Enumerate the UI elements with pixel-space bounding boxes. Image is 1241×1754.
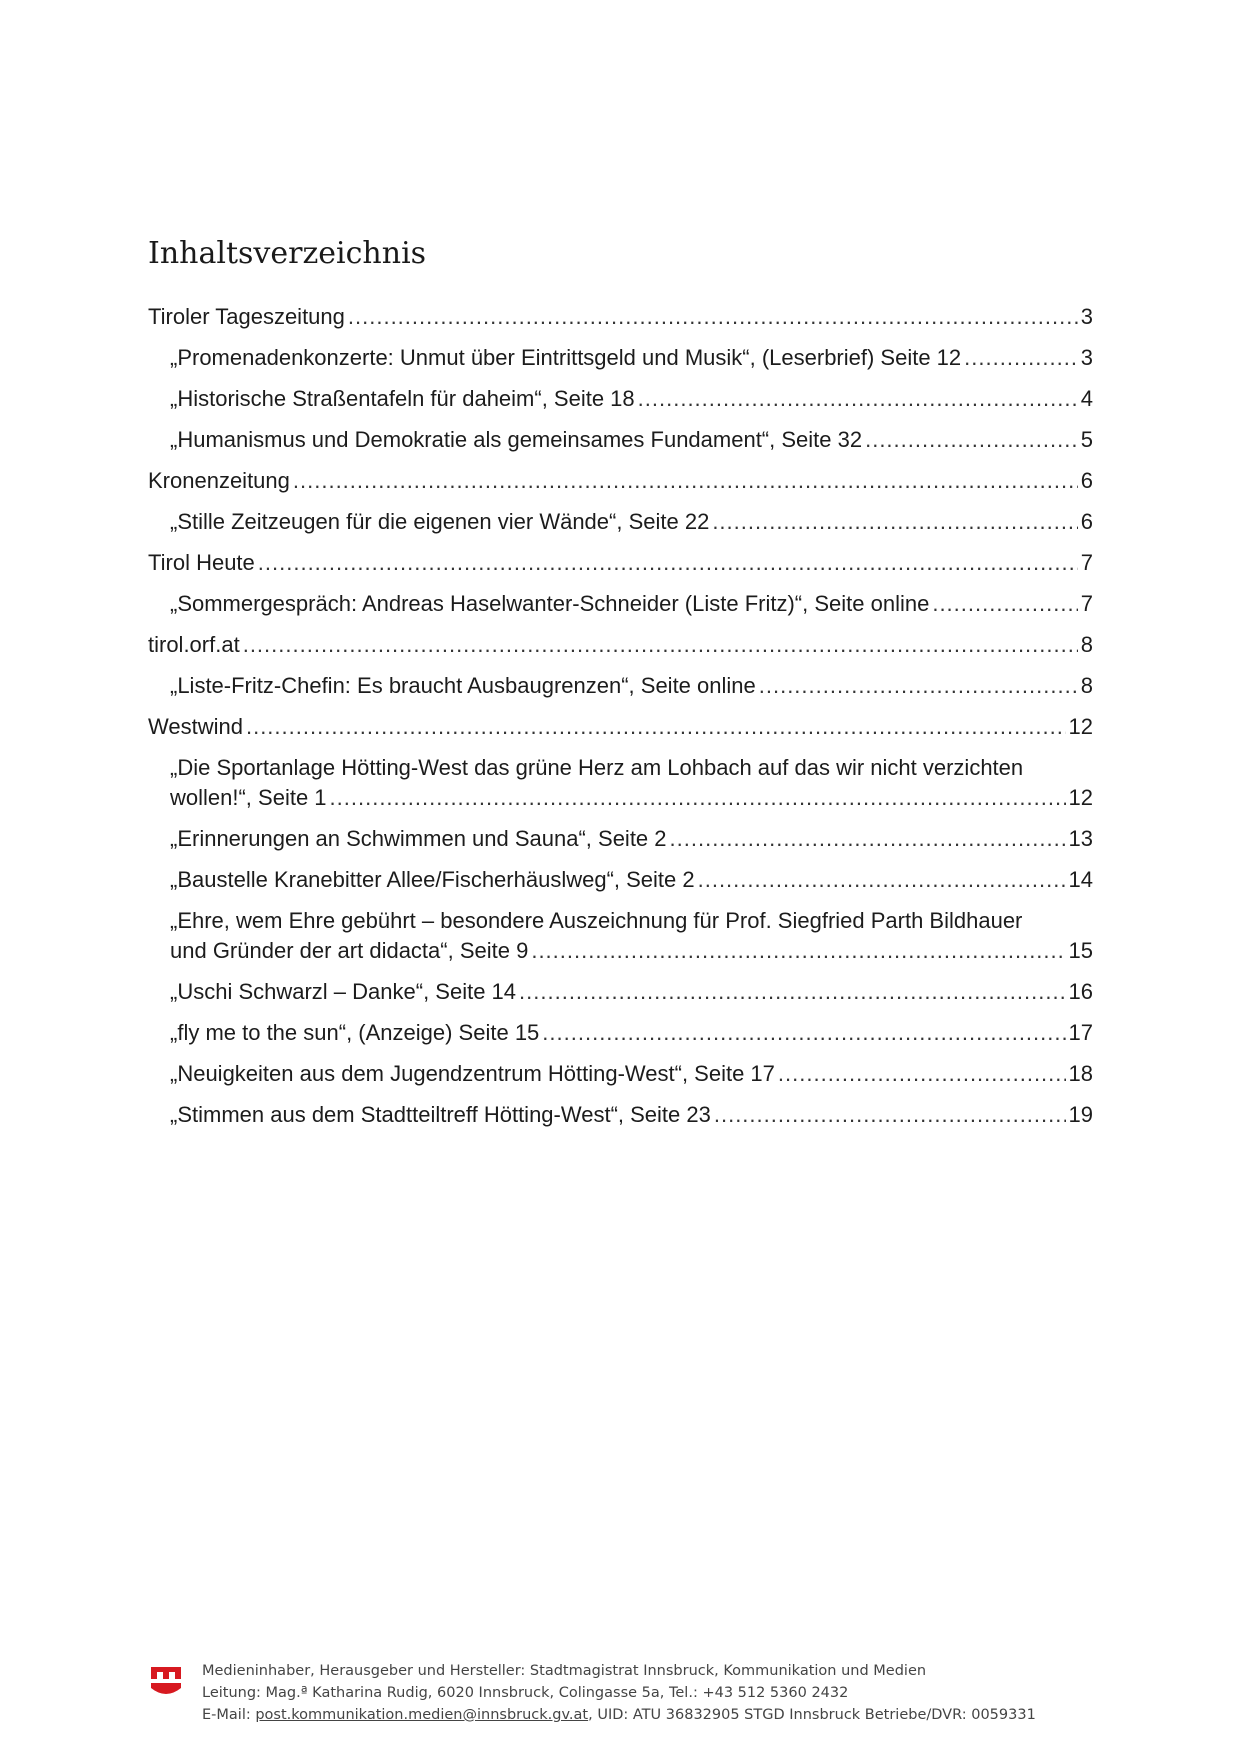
toc-page-number: 8 <box>1080 632 1093 657</box>
toc-entry-text: „Promenadenkonzerte: Unmut über Eintrittsgeld und Musik“, (Leserbrief) Seite 12 <box>170 345 962 370</box>
toc-entry-tirol-orf[interactable] <box>148 630 1093 660</box>
dot-leader <box>293 466 1078 496</box>
dot-leader <box>865 425 1078 455</box>
toc-entry-text: wollen!“, Seite 1 <box>170 785 327 810</box>
toc-entry-text: „Humanismus und Demokratie als gemeinsames Fundament“, Seite 32 <box>170 427 863 452</box>
page-title: Inhaltsverzeichnis <box>148 236 427 271</box>
toc-entry-humanismus[interactable] <box>148 425 1093 455</box>
dot-leader <box>348 302 1078 332</box>
toc-entry-text: Tiroler Tageszeitung <box>148 304 345 329</box>
footer-contact: Leitung: Mag.ª Katharina Rudig, 6020 Innsbruck, Colingasse 5a, Tel.: +43 512 5360 2432 <box>202 1685 849 1701</box>
dot-leader <box>258 548 1078 578</box>
toc-entry-tiroler-tageszeitung[interactable] <box>148 302 1093 332</box>
toc-entry-jugendzentrum[interactable] <box>148 1059 1093 1089</box>
toc-page-number: 6 <box>1080 509 1093 534</box>
toc-page-number: 19 <box>1068 1102 1093 1127</box>
toc-entry-text: tirol.orf.at <box>148 632 240 657</box>
toc-entry-text-line1: „Die Sportanlage Hötting-West das grüne Herz am Lohbach auf das wir nicht verzichten <box>170 755 1024 780</box>
dot-leader <box>542 1018 1065 1048</box>
toc-page-number: 17 <box>1068 1020 1093 1045</box>
toc-page-number: 6 <box>1080 468 1093 493</box>
dot-leader <box>670 824 1066 854</box>
toc-page-number: 18 <box>1068 1061 1093 1086</box>
dot-leader <box>932 589 1077 619</box>
toc-page-number: 15 <box>1068 938 1093 963</box>
toc-entry-uschi[interactable] <box>148 977 1093 1007</box>
toc-entry-text: „Sommergespräch: Andreas Haselwanter-Schneider (Liste Fritz)“, Seite online <box>170 591 930 616</box>
toc-page-number: 13 <box>1068 826 1093 851</box>
dot-leader <box>698 865 1066 895</box>
toc-page-number: 7 <box>1080 591 1093 616</box>
toc-entry-text: und Gründer der art didacta“, Seite 9 <box>170 938 529 963</box>
toc-entry-kronenzeitung[interactable] <box>148 466 1093 496</box>
toc-entry-sommergespraech[interactable] <box>148 589 1093 619</box>
toc-entry-tirol-heute[interactable] <box>148 548 1093 578</box>
dot-leader <box>246 712 1066 742</box>
toc-page-number: 4 <box>1080 386 1093 411</box>
toc-entry-text: „Baustelle Kranebitter Allee/Fischerhäuslweg“, Seite 2 <box>170 867 695 892</box>
toc-entry-sportanlage[interactable] <box>148 753 1093 813</box>
toc-page-number: 3 <box>1080 304 1093 329</box>
dot-leader <box>330 783 1066 813</box>
dot-leader <box>759 671 1078 701</box>
footer <box>150 1660 1110 1726</box>
toc-page-number: 14 <box>1068 867 1093 892</box>
dot-leader <box>714 1100 1066 1130</box>
table-of-contents <box>148 302 1093 1141</box>
toc-entry-text: „Erinnerungen an Schwimmen und Sauna“, Seite 2 <box>170 826 667 851</box>
toc-entry-text: „Stimmen aus dem Stadtteiltreff Hötting-West“, Seite 23 <box>170 1102 711 1127</box>
toc-entry-stille-zeitzeugen[interactable] <box>148 507 1093 537</box>
toc-page-number: 5 <box>1080 427 1093 452</box>
innsbruck-logo-icon <box>150 1664 182 1700</box>
toc-page-number: 8 <box>1080 673 1093 698</box>
dot-leader <box>964 343 1078 373</box>
toc-page-number: 16 <box>1068 979 1093 1004</box>
toc-entry-liste-fritz-chefin[interactable] <box>148 671 1093 701</box>
toc-entry-text: „Stille Zeitzeugen für die eigenen vier Wände“, Seite 22 <box>170 509 710 534</box>
footer-email-label: E-Mail: <box>202 1707 256 1723</box>
footer-publisher: Medieninhaber, Herausgeber und Hersteller: Stadtmagistrat Innsbruck, Kommunikation und Medien <box>202 1663 927 1679</box>
toc-page-number: 12 <box>1068 785 1093 810</box>
toc-entry-text: „Liste-Fritz-Chefin: Es braucht Ausbaugrenzen“, Seite online <box>170 673 756 698</box>
toc-entry-text: „Uschi Schwarzl – Danke“, Seite 14 <box>170 979 517 1004</box>
toc-page-number: 3 <box>1080 345 1093 370</box>
toc-entry-text: Tirol Heute <box>148 550 255 575</box>
toc-entry-text: Kronenzeitung <box>148 468 290 493</box>
toc-entry-promenadenkonzerte[interactable] <box>148 343 1093 373</box>
toc-entry-stadtteiltreff[interactable] <box>148 1100 1093 1130</box>
dot-leader <box>638 384 1078 414</box>
toc-entry-text: „fly me to the sun“, (Anzeige) Seite 15 <box>170 1020 540 1045</box>
toc-entry-strassentafeln[interactable] <box>148 384 1093 414</box>
dot-leader <box>531 936 1065 966</box>
toc-entry-ehre[interactable] <box>148 906 1093 966</box>
dot-leader <box>712 507 1077 537</box>
footer-email-link[interactable]: post.kommunikation.medien@innsbruck.gv.at <box>255 1707 589 1723</box>
toc-entry-text: „Neuigkeiten aus dem Jugendzentrum Hötting-West“, Seite 17 <box>170 1061 775 1086</box>
toc-entry-text: „Historische Straßentafeln für daheim“, Seite 18 <box>170 386 635 411</box>
toc-page-number: 7 <box>1080 550 1093 575</box>
dot-leader <box>778 1059 1066 1089</box>
toc-entry-baustelle[interactable] <box>148 865 1093 895</box>
toc-entry-fly-me[interactable] <box>148 1018 1093 1048</box>
dot-leader <box>519 977 1065 1007</box>
toc-entry-erinnerungen[interactable] <box>148 824 1093 854</box>
footer-uid: , UID: ATU 36832905 STGD Innsbruck Betriebe/DVR: 0059331 <box>588 1707 1036 1723</box>
footer-email-line <box>202 1704 1036 1726</box>
toc-entry-westwind[interactable] <box>148 712 1093 742</box>
toc-entry-text: Westwind <box>148 714 243 739</box>
dot-leader <box>243 630 1078 660</box>
toc-page-number: 12 <box>1068 714 1093 739</box>
toc-entry-text-line1: „Ehre, wem Ehre gebührt – besondere Auszeichnung für Prof. Siegfried Parth Bildhauer <box>170 908 1023 933</box>
